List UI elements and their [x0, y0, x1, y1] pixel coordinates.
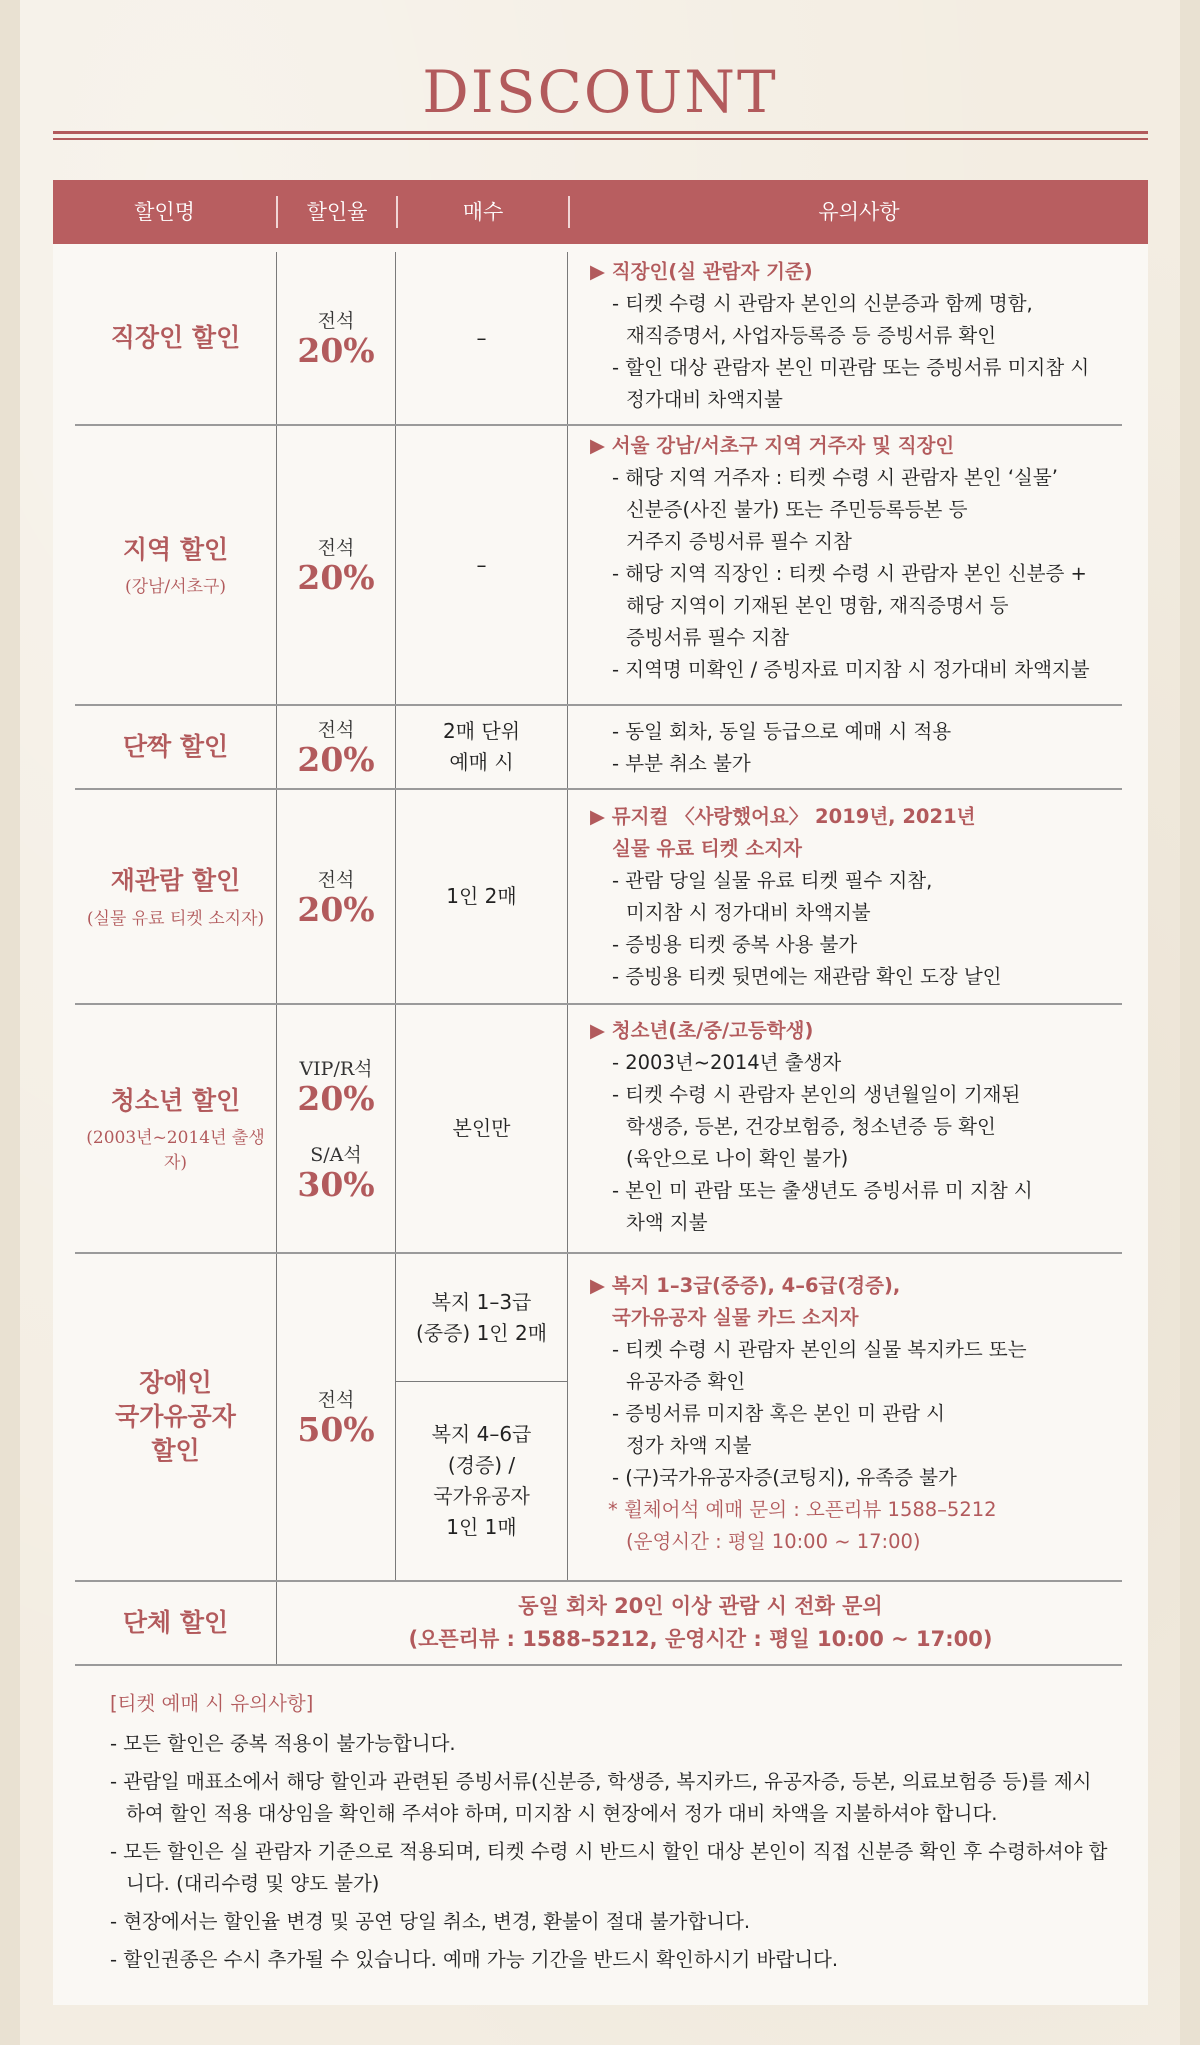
row-name-revisit: [75, 790, 276, 1003]
ticket-note-item: - 현장에서는 할인율 변경 및 공연 당일 취소, 변경, 환불이 절대 불가합니다.: [110, 1910, 751, 1933]
rate-office: [277, 252, 395, 424]
row-divider: [75, 1664, 1122, 1666]
row-name-region: [75, 426, 276, 704]
discount-rate: 20%: [297, 1079, 375, 1119]
seat-grade: 전석: [317, 868, 355, 891]
discount-subtitle: (2003년~2014년 출생자): [86, 1128, 265, 1174]
qty-pair: [396, 706, 567, 788]
notes-disabled: [590, 1270, 1120, 1558]
discount-name: 단체 할인: [122, 1608, 229, 1638]
notes-line: 유공자증 확인: [626, 1370, 746, 1393]
ticket-note-item: - 관람일 매표소에서 해당 할인과 관련된 증빙서류(신분증, 학생증, 복지카드, 유공자증, 등본, 의료보험증 등)를 제시하여 할인 적용 대상임을 확인해 주셔야 하며, 미지참 시 현장에서 정가 대비 차액을 지불하셔야 합니다.: [110, 1770, 1092, 1825]
notes-line: - 티켓 수령 시 관람자 본인의 실물 복지카드 또는: [612, 1338, 1027, 1361]
ticket-notes-heading: [티켓 예매 시 유의사항]: [110, 1692, 314, 1715]
discount-name: 직장인 할인: [110, 323, 241, 353]
seat-grade: 전석: [317, 719, 355, 742]
notes-youth: [590, 1015, 1120, 1239]
ticket-qty: –: [476, 325, 487, 350]
ticket-qty: 2매 단위: [442, 719, 521, 743]
notes-line: 미지참 시 정가대비 차액지불: [626, 901, 871, 924]
page-title: DISCOUNT: [422, 58, 778, 126]
discount-rate: 20%: [297, 889, 375, 929]
column-divider: [276, 1582, 277, 1666]
discount-name: 청소년 할인: [110, 1085, 241, 1115]
notes-line: - 부분 취소 불가: [612, 752, 751, 775]
column-divider: [567, 252, 568, 1582]
row-name-group: [75, 1582, 276, 1664]
discount-name: 장애인: [139, 1368, 212, 1398]
discount-name: 국가유공자: [115, 1402, 236, 1432]
row-name-office: [75, 252, 276, 424]
ticket-qty: (경증) /: [447, 1453, 516, 1477]
ticket-qty: 국가유공자: [433, 1484, 530, 1508]
notes-line: - 해당 지역 거주자 : 티켓 수령 시 관람자 본인 ‘실물’: [612, 466, 1058, 489]
seat-grade: 전석: [317, 537, 355, 560]
discount-name: 재관람 할인: [110, 866, 241, 896]
row-name-youth: [75, 1005, 276, 1252]
title-rule: [53, 138, 1148, 140]
notes-region: [590, 430, 1130, 686]
notes-line: 정가대비 차액지불: [626, 388, 783, 411]
notes-line: - (구)국가유공자증(코팅지), 유족증 불가: [612, 1466, 957, 1489]
ticket-qty: 복지 4–6급: [431, 1422, 532, 1446]
ticket-qty: 1인 2매: [446, 884, 517, 908]
table-header: [53, 180, 1148, 244]
notes-line: - 해당 지역 직장인 : 티켓 수령 시 관람자 본인 신분증 +: [612, 562, 1087, 585]
group-line: 동일 회차 20인 이상 관람 시 전화 문의: [518, 1594, 883, 1619]
qty-revisit: [396, 790, 567, 1003]
ticket-qty: 복지 1–3급: [431, 1289, 532, 1314]
notes-line: - 증빙용 티켓 뒷면에는 재관람 확인 도장 날인: [612, 965, 1002, 988]
notes-line: 재직증명서, 사업자등록증 등 증빙서류 확인: [626, 324, 997, 347]
ticket-note-item: - 모든 할인은 실 관람자 기준으로 적용되며, 티켓 수령 시 반드시 할인 대상 본인이 직접 신분증 확인 후 수령하셔야 합니다. (대리수령 및 양도 불가): [110, 1840, 1108, 1895]
wheelchair-hours: (운영시간 : 평일 10:00 ~ 17:00): [626, 1530, 921, 1553]
discount-rate: 30%: [297, 1164, 375, 1204]
notes-line: 신분증(사진 불가) 또는 주민등록등본 등: [626, 498, 968, 521]
notes-line: 거주지 증빙서류 필수 지참: [626, 530, 852, 553]
header-name: 할인명: [134, 200, 195, 224]
notes-line: - 증빙서류 미지참 혹은 본인 미 관람 시: [612, 1402, 945, 1425]
header-notes: 유의사항: [818, 200, 900, 224]
notes-line: - 본인 미 관람 또는 출생년도 증빙서류 미 지참 시: [612, 1179, 1033, 1202]
notes-revisit: [590, 801, 1120, 993]
qty-office: [396, 252, 567, 424]
rate-disabled: [277, 1254, 395, 1580]
discount-name: 할인: [151, 1435, 200, 1465]
notes-heading: ▶ 청소년(초/중/고등학생): [590, 1019, 814, 1042]
header-rate: 할인율: [306, 200, 368, 224]
rate-region: [277, 426, 395, 704]
notes-heading: 국가유공자 실물 카드 소지자: [612, 1306, 859, 1329]
notes-heading: 실물 유료 티켓 소지자: [612, 837, 802, 860]
ticket-qty: (중증) 1인 2매: [415, 1320, 548, 1345]
ticket-qty: 본인만: [452, 1116, 511, 1140]
notes-heading: ▶ 직장인(실 관람자 기준): [590, 260, 813, 283]
notes-line: - 지역명 미확인 / 증빙자료 미지참 시 정가대비 차액지불: [612, 658, 1090, 681]
notes-heading: ▶ 복지 1–3급(중증), 4–6급(경증),: [590, 1274, 901, 1297]
qty-disabled-severe: [396, 1254, 567, 1381]
ticket-notes: [110, 1688, 1110, 1982]
ticket-note-item: - 모든 할인은 중복 적용이 불가능합니다.: [110, 1732, 456, 1755]
rate-pair: [277, 706, 395, 788]
ticket-qty: 1인 1매: [446, 1515, 517, 1539]
notes-line: - 티켓 수령 시 관람자 본인의 생년월일이 기재된: [612, 1083, 1021, 1106]
seat-grade: S/A석: [310, 1143, 362, 1166]
row-name-pair: [75, 706, 276, 788]
discount-rate: 50%: [297, 1410, 375, 1450]
ticket-qty: 예매 시: [449, 750, 514, 774]
wheelchair-note: * 휠체어석 예매 문의 : 오픈리뷰 1588–5212: [608, 1498, 997, 1521]
discount-rate: 20%: [297, 740, 375, 780]
seat-grade: 전석: [317, 1389, 355, 1412]
discount-subtitle: (실물 유료 티켓 소지자): [86, 908, 265, 929]
qty-youth: [396, 1005, 567, 1252]
notes-heading: ▶ 뮤지컬 〈사랑했어요〉 2019년, 2021년: [590, 805, 976, 828]
group-info: [279, 1582, 1122, 1664]
group-line: (오픈리뷰 : 1588–5212, 운영시간 : 평일 10:00 ~ 17:00): [408, 1627, 993, 1651]
notes-line: - 티켓 수령 시 관람자 본인의 신분증과 함께 명함,: [612, 292, 1033, 315]
discount-name: 단짝 할인: [122, 732, 229, 762]
discount-rate: 20%: [297, 558, 375, 598]
notes-office: [590, 256, 1120, 416]
discount-rate: 20%: [297, 331, 375, 371]
notes-line: 해당 지역이 기재된 본인 명함, 재직증명서 등: [626, 594, 1009, 617]
notes-line: (육안으로 나이 확인 불가): [626, 1147, 849, 1170]
seat-grade: VIP/R석: [299, 1058, 373, 1081]
notes-line: - 증빙용 티켓 중복 사용 불가: [612, 933, 858, 956]
notes-line: - 2003년~2014년 출생자: [612, 1051, 842, 1074]
notes-line: 증빙서류 필수 지참: [626, 626, 790, 649]
header-qty: 매수: [462, 200, 504, 224]
rate-revisit: [277, 790, 395, 1003]
notes-line: - 관람 당일 실물 유료 티켓 필수 지참,: [612, 869, 933, 892]
title-rule: [53, 131, 1148, 134]
discount-name: 지역 할인: [122, 534, 229, 564]
notes-pair: [590, 716, 1120, 780]
notes-line: 학생증, 등본, 건강보험증, 청소년증 등 확인: [626, 1115, 996, 1138]
notes-line: 정가 차액 지불: [626, 1434, 752, 1457]
notes-heading: ▶ 서울 강남/서초구 지역 거주자 및 직장인: [590, 434, 955, 457]
row-name-disabled: [75, 1254, 276, 1580]
seat-grade: 전석: [317, 310, 355, 333]
discount-subtitle: (강남/서초구): [124, 577, 227, 598]
notes-line: 차액 지불: [626, 1211, 708, 1234]
ticket-note-item: - 할인권종은 수시 추가될 수 있습니다. 예매 가능 기간을 반드시 확인하시기 바랍니다.: [110, 1948, 839, 1971]
qty-disabled-mild: [396, 1382, 567, 1580]
notes-line: - 할인 대상 관람자 본인 미관람 또는 증빙서류 미지참 시: [612, 356, 1090, 379]
qty-region: [396, 426, 567, 704]
notes-line: - 동일 회차, 동일 등급으로 예매 시 적용: [612, 720, 952, 743]
ticket-qty: –: [476, 552, 487, 577]
rate-youth: [277, 1005, 395, 1252]
